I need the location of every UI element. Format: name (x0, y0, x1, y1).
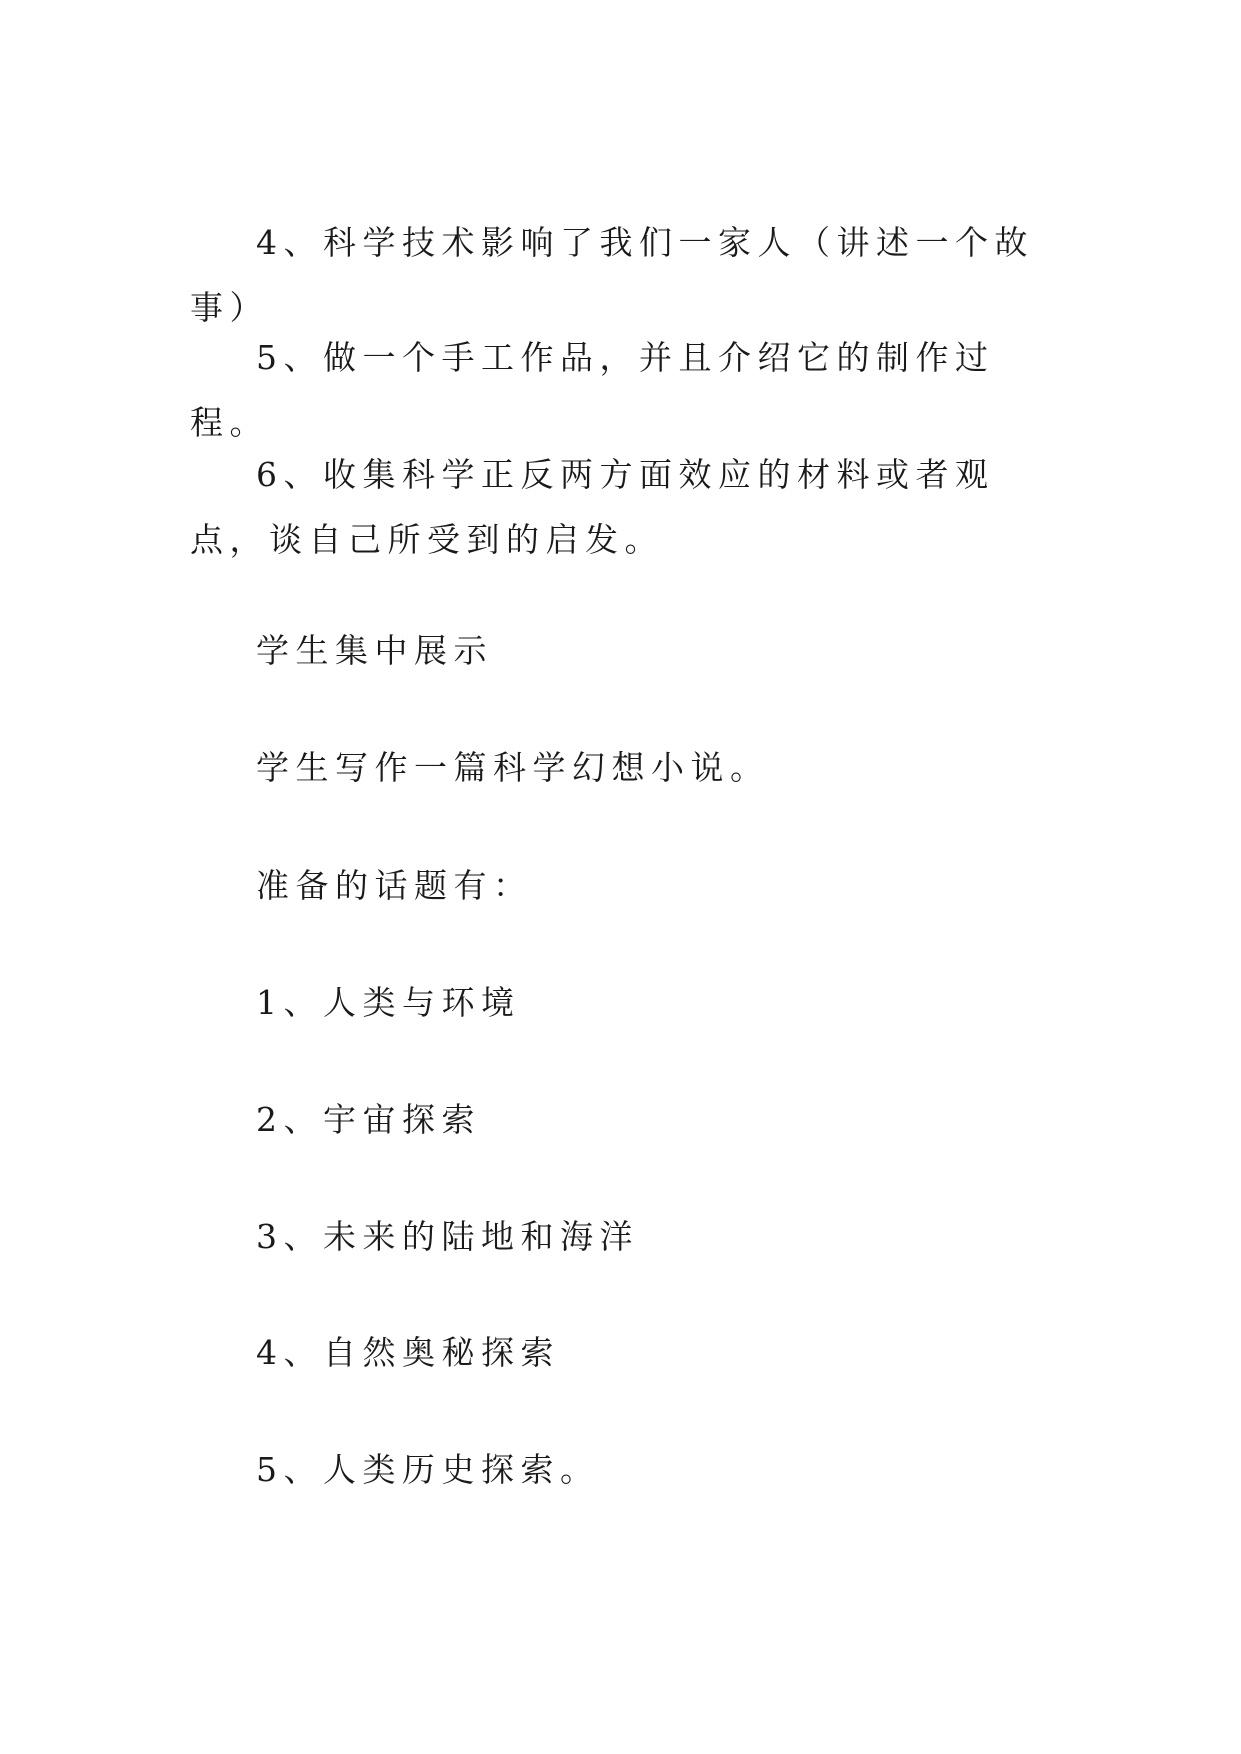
paragraph-student-showcase: 学生集中展示 (256, 631, 493, 670)
paragraph-item-6-science-effects: 6、收集科学正反两方面效应的材料或者观点，谈自己所受到的启发。 (190, 455, 995, 559)
paragraph-topics-heading: 准备的话题有： (256, 866, 533, 905)
topic-item-3: 3、未来的陆地和海洋 (256, 1217, 639, 1256)
topic-item-5: 5、人类历史探索。 (256, 1450, 600, 1489)
topic-item-2: 2、宇宙探索 (256, 1100, 481, 1139)
paragraph-item-5-handcraft: 5、做一个手工作品，并且介绍它的制作过程。 (190, 338, 995, 442)
paragraph-item-4-technology-family: 4、科学技术影响了我们一家人（讲述一个故事） (190, 223, 1034, 327)
topic-item-1: 1、人类与环境 (256, 983, 521, 1022)
topic-item-4: 4、自然奥秘探索 (256, 1333, 560, 1372)
paragraph-sci-fi-writing: 学生写作一篇科学幻想小说。 (256, 748, 770, 787)
